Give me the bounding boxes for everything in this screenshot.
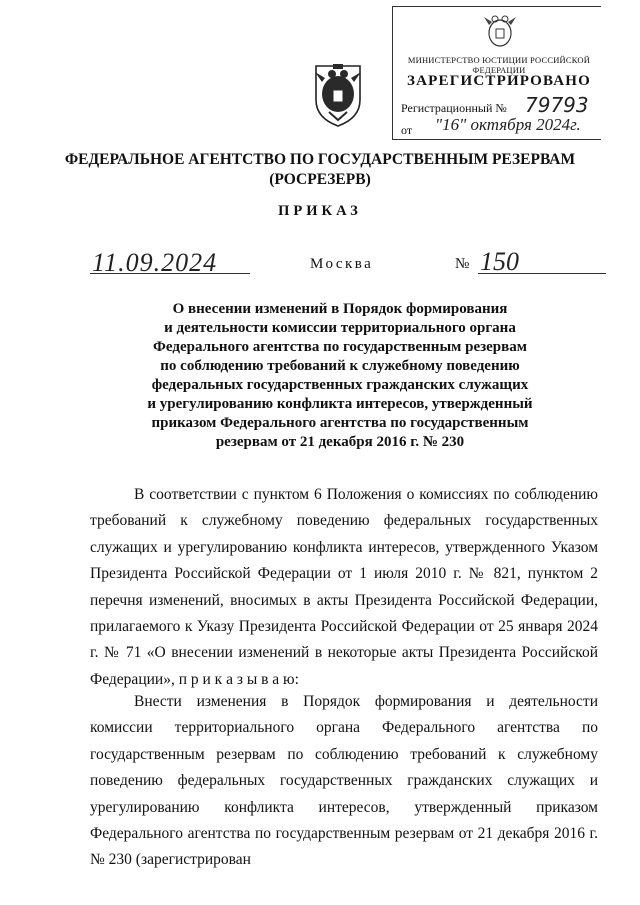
agency-name-line: ФЕДЕРАЛЬНОЕ АГЕНТСТВО ПО ГОСУДАРСТВЕННЫМ РЕЗЕРВАМ — [64, 151, 576, 168]
heading-line: Федерального агентства по государственным резервам — [153, 339, 527, 355]
heading-line: О внесении изменений в Порядок формирования — [172, 301, 508, 317]
order-number-label: № — [455, 256, 470, 272]
agency-name — [40, 150, 600, 190]
stamp-registered-label: ЗАРЕГИСТРИРОВАНО — [407, 73, 591, 89]
body-paragraph: В соответствии с пунктом 6 Положения о комиссиях по соблюдению требований к служебному поведению федеральных государственных служащих и урегулированию конфликта интересов, утвержденного Указом Президента Российской Федерации от 1 июля 2010 г. № 821, пунктом 2 перечня изменений, вносимых в акты Президента Российской Федерации, прилагаемого к Указу Президента Российской Федерации от 25 января 2024 г. № 71 «О внесении изменений в некоторые акты Президента Российской Федерации», п р и к а з ы в а ю: — [90, 486, 598, 688]
order-number: 150 — [480, 247, 519, 276]
stamp-date-label: от — [401, 123, 413, 137]
number-underline — [478, 273, 606, 274]
heading-line: и деятельности комиссии территориального органа — [164, 320, 516, 336]
russian-coat-of-arms-icon — [483, 11, 517, 51]
order-title: ПРИКАЗ — [278, 203, 362, 219]
russian-coat-of-arms-icon — [311, 58, 365, 128]
stamp-regno-label: Регистрационный № — [401, 101, 507, 115]
date-underline — [90, 273, 250, 274]
heading-line: приказом Федерального агентства по государственным — [151, 415, 529, 431]
agency-abbreviation: (РОСРЕЗЕРВ) — [269, 171, 371, 188]
order-date: 11.09.2024 — [92, 248, 218, 277]
order-city: Москва — [310, 256, 374, 272]
heading-line: федеральных государственных гражданских служащих — [151, 377, 529, 393]
order-heading — [120, 300, 560, 452]
stamp-date-value: "16" октября 2024г. — [435, 115, 581, 134]
stamp-ministry-name: МИНИСТЕРСТВО ЮСТИЦИИ РОССИЙСКОЙ ФЕДЕРАЦИИ — [407, 55, 591, 75]
stamp-regno-value: 79793 — [525, 93, 589, 117]
heading-line: резервам от 21 декабря 2016 г. № 230 — [215, 434, 465, 450]
body-paragraph: Внести изменения в Порядок формирования и деятельности комиссии территориального органа Федерального агентства по государственным резервам по соблюдению требований к служебному поведению федеральных государственных гражданских служащих и урегулированию конфликта интересов, утвержденный приказом Федерального агентства по государственным резервам от 21 декабря 2016 г. № 230 (зарегистрирован — [90, 693, 598, 869]
heading-line: по соблюдению требований к служебному поведению — [160, 358, 520, 374]
registration-stamp — [392, 6, 601, 140]
heading-line: и урегулированию конфликта интересов, утвержденный — [147, 396, 533, 412]
